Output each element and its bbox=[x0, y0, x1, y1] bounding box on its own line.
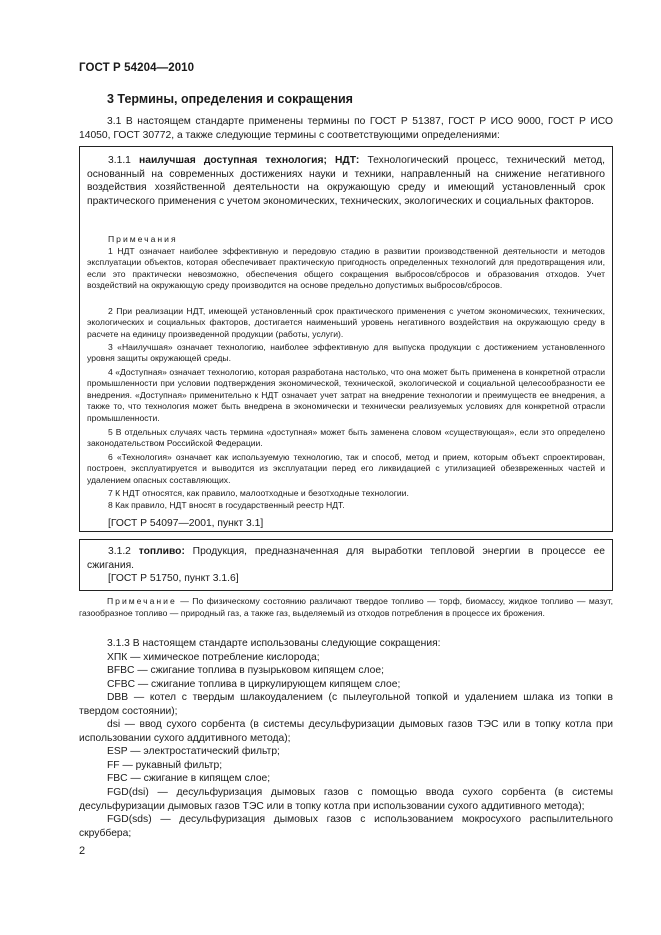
term-2-source: [ГОСТ Р 51750, пункт 3.1.6] bbox=[108, 573, 239, 584]
note-3: 3 «Наилучшая» означает технологию, наиболее эффективную для выпуска продукции с достижением установленного уровня защиты окружающей среды. bbox=[87, 342, 605, 364]
term-1-name: наилучшая доступная технология; НДТ: bbox=[139, 155, 360, 166]
section-title: 3 Термины, определения и сокращения bbox=[107, 92, 353, 106]
abbr-item: FBC — сжигание в кипящем слое; bbox=[107, 773, 271, 784]
term-box-1 bbox=[79, 146, 613, 532]
abbr-item: BFBC — сжигание топлива в пузырьковом кипящем слое; bbox=[107, 665, 384, 676]
term-2-definition: Продукция, предназначенная для выработки тепловой энергии в процессе ее сжигания. bbox=[87, 546, 605, 571]
abbreviations-intro: 3.1.3 В настоящем стандарте использованы следующие сокращения: bbox=[107, 638, 441, 649]
abbr-item: dsi — ввод сухого сорбента (в системы десульфуризации дымовых газов ТЭС или в топку котла при использовании сухого аддитивного метода); bbox=[79, 719, 613, 744]
notes-title: Примечания bbox=[108, 234, 178, 244]
note-8: 8 Как правило, НДТ вносят в государственный реестр НДТ. bbox=[108, 500, 345, 510]
note-5: 5 В отдельных случаях часть термина «доступная» может быть заменена словом «существующая», если это определено законодательством Российской Федерации. bbox=[87, 427, 605, 449]
term-2-number: 3.1.2 bbox=[108, 546, 131, 557]
term-2-note-text: — По физическому состоянию различают твердое топливо — торф, биомассу, жидкое топливо — мазут, газообразное топливо — природный газ, а также газ, выделяемый из отходов потребления в процессе их брожения. bbox=[79, 596, 613, 618]
term-2-paragraph bbox=[87, 545, 605, 572]
note-1: 1 НДТ означает наиболее эффективную и передовую стадию в развитии производственной деятельности и методов эксплуатации объектов, которая обеспечивает практическую пригодность определенных технологий для предотвращения или, если это практически невозможно, обеспечения общего сокращения выбросов/сбросов и образования отходов. Учет воздействий на окружающую среду производится на основе предельно допустимых выбросов/сбросов. bbox=[87, 246, 605, 291]
document-header: ГОСТ Р 54204—2010 bbox=[79, 62, 195, 74]
term-1-paragraph bbox=[87, 154, 605, 208]
abbr-item: FF — рукавный фильтр; bbox=[107, 760, 223, 771]
term-box-2 bbox=[79, 539, 613, 591]
note-6: 6 «Технология» означает как используемую технологию, так и способ, метод и прием, которым объект спроектирован, построен, эксплуатируется и выводится из эксплуатации перед его ликвидацией с утилизацией обезвреженных частей и удалением опасных составляющих. bbox=[87, 452, 605, 485]
term-1-source: [ГОСТ Р 54097—2001, пункт 3.1] bbox=[108, 518, 264, 529]
term-1-number: 3.1.1 bbox=[108, 155, 131, 166]
page-number: 2 bbox=[79, 845, 86, 857]
abbr-item: DBB — котел с твердым шлакоудалением (с пылеугольной топкой и удалением шлака из топки в твердом состоянии); bbox=[79, 692, 613, 717]
abbr-item: CFBC — сжигание топлива в циркулирующем кипящем слое; bbox=[107, 679, 401, 690]
note-2: 2 При реализации НДТ, имеющей установленный срок практического применения с учетом экономических, технических, экологических и социальных факторов, достигается наименьший уровень негативного воздействия на окружающую среду в расчете на единицу произведенной продукции (работы, услуги). bbox=[87, 306, 605, 339]
section-intro: 3.1 В настоящем стандарте применены термины по ГОСТ Р 51387, ГОСТ Р ИСО 9000, ГОСТ Р ИСО 14050, ГОСТ 30772, а также следующие термины с соответствующими определениями: bbox=[79, 116, 613, 141]
term-2-note bbox=[79, 596, 613, 619]
term-1-definition: Технологический процесс, технический метод, основанный на современных достижениях науки и техники, направленный на снижение негативного воздействия хозяйственной деятельности на окружающую среду и имеющий установленный срок практического применения с учетом экономических, технических, экологических и социальных факторов. bbox=[87, 155, 605, 207]
abbr-item: ESP — электростатический фильтр; bbox=[107, 746, 280, 757]
abbr-item: FGD(dsi) — десульфуризация дымовых газов с помощью ввода сухого сорбента (в системы десульфуризации дымовых газов ТЭС или в топку котла при использовании сухого аддитивного метода); bbox=[79, 787, 613, 812]
note-7: 7 К НДТ относятся, как правило, малоотходные и безотходные технологии. bbox=[108, 488, 409, 498]
abbr-item: ХПК — химическое потребление кислорода; bbox=[107, 652, 320, 663]
term-2-name: топливо: bbox=[138, 546, 185, 557]
abbr-item: FGD(sds) — десульфуризация дымовых газов с использованием мокросухого распылительного скруббера; bbox=[79, 814, 613, 839]
note-4: 4 «Доступная» означает технологию, которая разработана настолько, что она может быть применена в конкретной отрасли промышленности при условии подтверждения экономической, технической, экологической и социальной целесообразности ее внедрения. «Доступная» применительно к НДТ означает учет затрат на внедрение технологии и преимуществ ее внедрения, а также то, что технология может быть внедрена в экономически и технически реализуемых условиях для конкретной отрасли промышленности. bbox=[87, 367, 605, 423]
term-2-note-label: Примечание bbox=[107, 596, 177, 606]
